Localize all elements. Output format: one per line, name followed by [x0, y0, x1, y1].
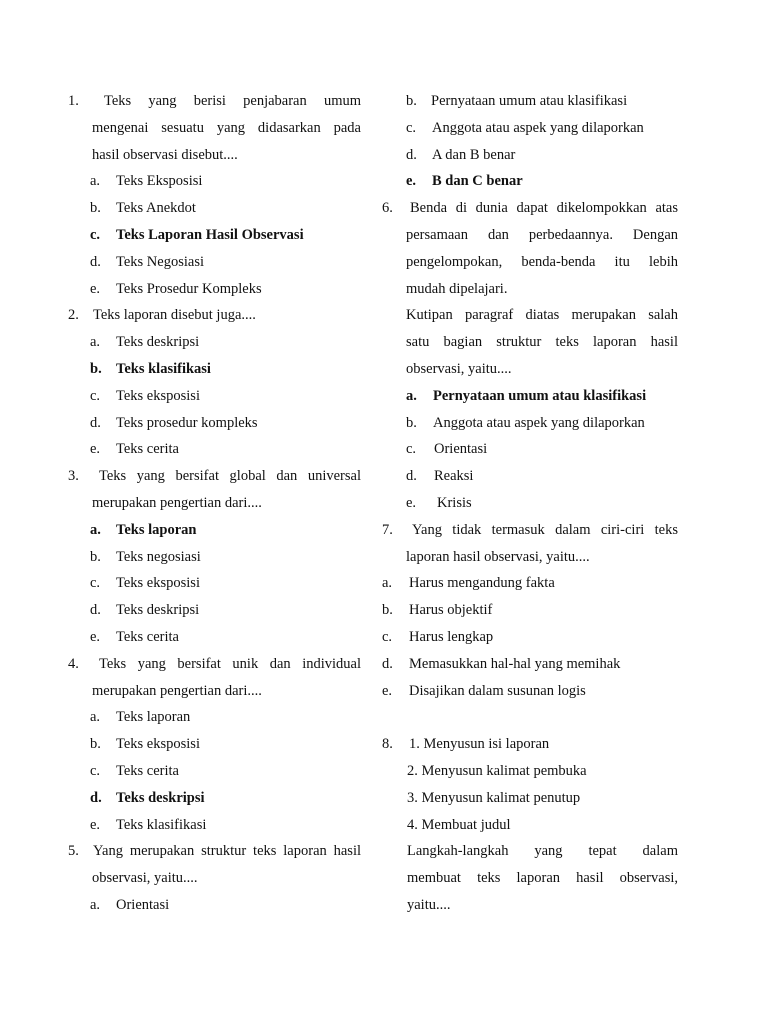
option-text: Memasukkan hal-hal yang memihak	[409, 655, 621, 672]
q1-option-b[interactable]	[68, 195, 361, 222]
question-text: Yang merupakan struktur teks laporan hasil	[93, 843, 361, 860]
question-2-line-1	[68, 302, 361, 329]
q4-option-a[interactable]	[68, 704, 361, 731]
option-letter: a.	[90, 521, 101, 538]
option-letter: c.	[90, 575, 101, 592]
step-text: 4. Membuat judul	[407, 816, 511, 833]
q5-option-c[interactable]	[382, 115, 678, 142]
option-letter: a.	[90, 896, 101, 913]
option-letter: d.	[90, 253, 101, 270]
question-number: 4.	[68, 655, 79, 672]
question-number: 5.	[68, 843, 79, 860]
question-7-line-1	[382, 517, 678, 544]
option-text: Pernyataan umum atau klasifikasi	[433, 387, 647, 404]
question-1-line-1	[68, 88, 361, 115]
option-letter: a.	[90, 173, 101, 190]
question-8-line-2	[382, 865, 678, 892]
option-text: Teks laporan	[116, 521, 197, 538]
option-text: Teks Negosiasi	[116, 253, 204, 270]
q7-option-b[interactable]	[382, 597, 678, 624]
question-text: Kutipan paragraf diatas merupakan salah	[406, 307, 678, 324]
question-text: Teks laporan disebut juga....	[93, 307, 256, 324]
question-5-line-2	[68, 865, 361, 892]
option-text: Pernyataan umum atau klasifikasi	[431, 93, 628, 109]
q6-option-b[interactable]	[382, 410, 678, 437]
question-number: 3.	[68, 468, 79, 485]
question-number: 1.	[68, 93, 79, 109]
q2-option-a[interactable]	[68, 329, 361, 356]
option-letter: b.	[90, 548, 101, 565]
question-text: merupakan pengertian dari....	[92, 682, 262, 699]
question-text: merupakan pengertian dari....	[92, 494, 262, 511]
question-6-line-2	[382, 222, 678, 249]
question-text: yaitu....	[407, 896, 451, 913]
option-text: Teks klasifikasi	[116, 816, 207, 833]
q1-option-c-correct[interactable]	[68, 222, 361, 249]
option-letter: b.	[382, 602, 393, 619]
question-8-line-1	[382, 838, 678, 865]
option-letter: e.	[90, 816, 101, 833]
option-letter: a.	[90, 709, 101, 726]
option-text: Krisis	[437, 494, 472, 511]
question-text: satu bagian struktur teks laporan hasil	[406, 334, 678, 351]
option-text: Teks Anekdot	[116, 200, 196, 217]
question-3-line-1	[68, 463, 361, 490]
question-8-step-3	[382, 785, 678, 812]
option-text: Teks deskripsi	[116, 789, 205, 806]
q4-option-b[interactable]	[68, 731, 361, 758]
option-letter: c.	[90, 387, 101, 404]
q1-option-e[interactable]	[68, 276, 361, 303]
left-column	[68, 88, 361, 919]
option-letter: c.	[90, 226, 101, 243]
option-letter: b.	[406, 414, 417, 431]
option-text: B dan C benar	[432, 173, 523, 190]
q4-option-d-correct[interactable]	[68, 785, 361, 812]
q3-option-c[interactable]	[68, 570, 361, 597]
question-text: Benda di dunia dapat dikelompokkan atas	[410, 200, 678, 217]
question-text: hasil observasi disebut....	[92, 146, 238, 163]
option-letter: a.	[90, 334, 101, 351]
option-letter: a.	[382, 575, 393, 592]
option-text: Teks laporan	[116, 709, 191, 726]
option-text: Reaksi	[434, 468, 474, 485]
option-text: Harus objektif	[409, 602, 493, 619]
question-text: mudah dipelajari.	[406, 280, 508, 297]
option-text: Orientasi	[116, 896, 170, 913]
q3-option-a-correct[interactable]	[68, 517, 361, 544]
option-letter: c.	[406, 119, 417, 136]
q4-option-e[interactable]	[68, 812, 361, 839]
option-letter: d.	[90, 414, 101, 431]
question-number: 7.	[382, 521, 393, 538]
q6-option-c[interactable]	[382, 436, 678, 463]
question-8-step-2	[382, 758, 678, 785]
option-text: Harus mengandung fakta	[409, 575, 555, 592]
option-letter: e.	[382, 682, 393, 699]
q6-option-e[interactable]	[382, 490, 678, 517]
option-text: Anggota atau aspek yang dilaporkan	[433, 414, 645, 431]
question-text: mengenai sesuatu yang didasarkan pada	[92, 119, 361, 136]
option-letter: a.	[406, 387, 417, 404]
question-text: persamaan dan perbedaannya. Dengan	[406, 226, 678, 243]
q3-option-e[interactable]	[68, 624, 361, 651]
question-4-line-2	[68, 678, 361, 705]
q2-option-b-correct[interactable]	[68, 356, 361, 383]
option-letter: b.	[90, 360, 102, 377]
option-text: Teks prosedur kompleks	[116, 414, 258, 431]
option-letter: e.	[90, 628, 101, 645]
question-number: 8.	[382, 736, 393, 753]
question-number: 2.	[68, 307, 79, 324]
option-text: Disajikan dalam susunan logis	[409, 682, 586, 699]
option-text: Teks cerita	[116, 762, 179, 779]
question-text: laporan hasil observasi, yaitu....	[406, 548, 590, 565]
q7-option-d[interactable]	[382, 651, 678, 678]
option-letter: c.	[90, 762, 101, 779]
q5-option-a[interactable]	[68, 892, 361, 919]
option-letter: b.	[90, 200, 101, 217]
step-text: 1. Menyusun isi laporan	[409, 736, 550, 753]
option-text: Teks Prosedur Kompleks	[116, 280, 262, 297]
q2-option-e[interactable]	[68, 436, 361, 463]
question-text: Langkah-langkah yang tepat dalam	[407, 843, 678, 860]
question-4-line-1	[68, 651, 361, 678]
question-text: Teks yang bersifat unik dan individual	[99, 655, 361, 672]
option-text: Teks cerita	[116, 441, 179, 458]
spacer	[382, 704, 678, 731]
q6-option-d[interactable]	[382, 463, 678, 490]
option-text: Harus lengkap	[409, 628, 494, 645]
option-text: Teks Laporan Hasil Observasi	[116, 226, 304, 243]
step-text: 3. Menyusun kalimat penutup	[407, 789, 581, 806]
option-text: Teks deskripsi	[116, 602, 200, 619]
right-column	[382, 88, 678, 919]
question-8-step-4	[382, 812, 678, 839]
option-letter: d.	[382, 655, 393, 672]
question-text: observasi, yaitu....	[406, 360, 512, 377]
option-text: Teks klasifikasi	[116, 360, 211, 377]
option-text: Anggota atau aspek yang dilaporkan	[432, 119, 644, 136]
question-6-line-1	[382, 195, 678, 222]
question-6-line-6	[382, 329, 678, 356]
option-letter: e.	[406, 173, 417, 190]
option-letter: e.	[406, 494, 417, 511]
question-text: membuat teks laporan hasil observasi,	[407, 870, 678, 887]
question-3-line-2	[68, 490, 361, 517]
question-6-line-4	[382, 276, 678, 303]
option-text: Teks eksposisi	[116, 736, 200, 753]
option-text: Teks eksposisi	[116, 387, 200, 404]
option-letter: b.	[406, 93, 417, 109]
q5-option-d[interactable]	[382, 142, 678, 169]
option-text: Teks eksposisi	[116, 575, 200, 592]
q1-option-a[interactable]	[68, 168, 361, 195]
question-5-line-1	[68, 838, 361, 865]
step-text: 2. Menyusun kalimat pembuka	[407, 762, 587, 779]
question-8-line-3	[382, 892, 678, 919]
question-8-step-1	[382, 731, 678, 758]
q7-option-a[interactable]	[382, 570, 678, 597]
question-text: Yang tidak termasuk dalam ciri-ciri teks	[412, 521, 678, 538]
option-letter: c.	[406, 441, 417, 458]
question-7-line-2	[382, 544, 678, 571]
q5-option-e-correct[interactable]	[382, 168, 678, 195]
option-letter: d.	[406, 468, 417, 485]
q7-option-e[interactable]	[382, 678, 678, 705]
question-6-line-5	[382, 302, 678, 329]
option-letter: b.	[90, 736, 101, 753]
option-text: Teks cerita	[116, 628, 179, 645]
question-text: Teks yang berisi penjabaran umum	[104, 93, 361, 109]
option-text: A dan B benar	[432, 146, 516, 163]
option-letter: d.	[90, 789, 102, 806]
q1-option-d[interactable]	[68, 249, 361, 276]
q5-option-b[interactable]	[382, 88, 678, 115]
question-text: observasi, yaitu....	[92, 870, 198, 887]
question-1-line-2	[68, 115, 361, 142]
question-text: pengelompokan, benda-benda itu lebih	[406, 253, 678, 270]
q2-option-d[interactable]	[68, 410, 361, 437]
option-letter: e.	[90, 280, 101, 297]
question-text: Teks yang bersifat global dan universal	[99, 468, 361, 485]
q4-option-c[interactable]	[68, 758, 361, 785]
option-letter: e.	[90, 441, 101, 458]
q3-option-b[interactable]	[68, 544, 361, 571]
option-text: Teks Eksposisi	[116, 173, 203, 190]
option-letter: c.	[382, 628, 393, 645]
option-letter: d.	[406, 146, 417, 163]
q3-option-d[interactable]	[68, 597, 361, 624]
q6-option-a-correct[interactable]	[382, 383, 678, 410]
option-text: Teks deskripsi	[116, 334, 200, 351]
question-number: 6.	[382, 200, 393, 217]
option-text: Teks negosiasi	[116, 548, 201, 565]
q2-option-c[interactable]	[68, 383, 361, 410]
option-letter: d.	[90, 602, 101, 619]
option-text: Orientasi	[434, 441, 488, 458]
question-1-line-3	[68, 142, 361, 169]
question-6-line-7	[382, 356, 678, 383]
q7-option-c[interactable]	[382, 624, 678, 651]
question-6-line-3	[382, 249, 678, 276]
